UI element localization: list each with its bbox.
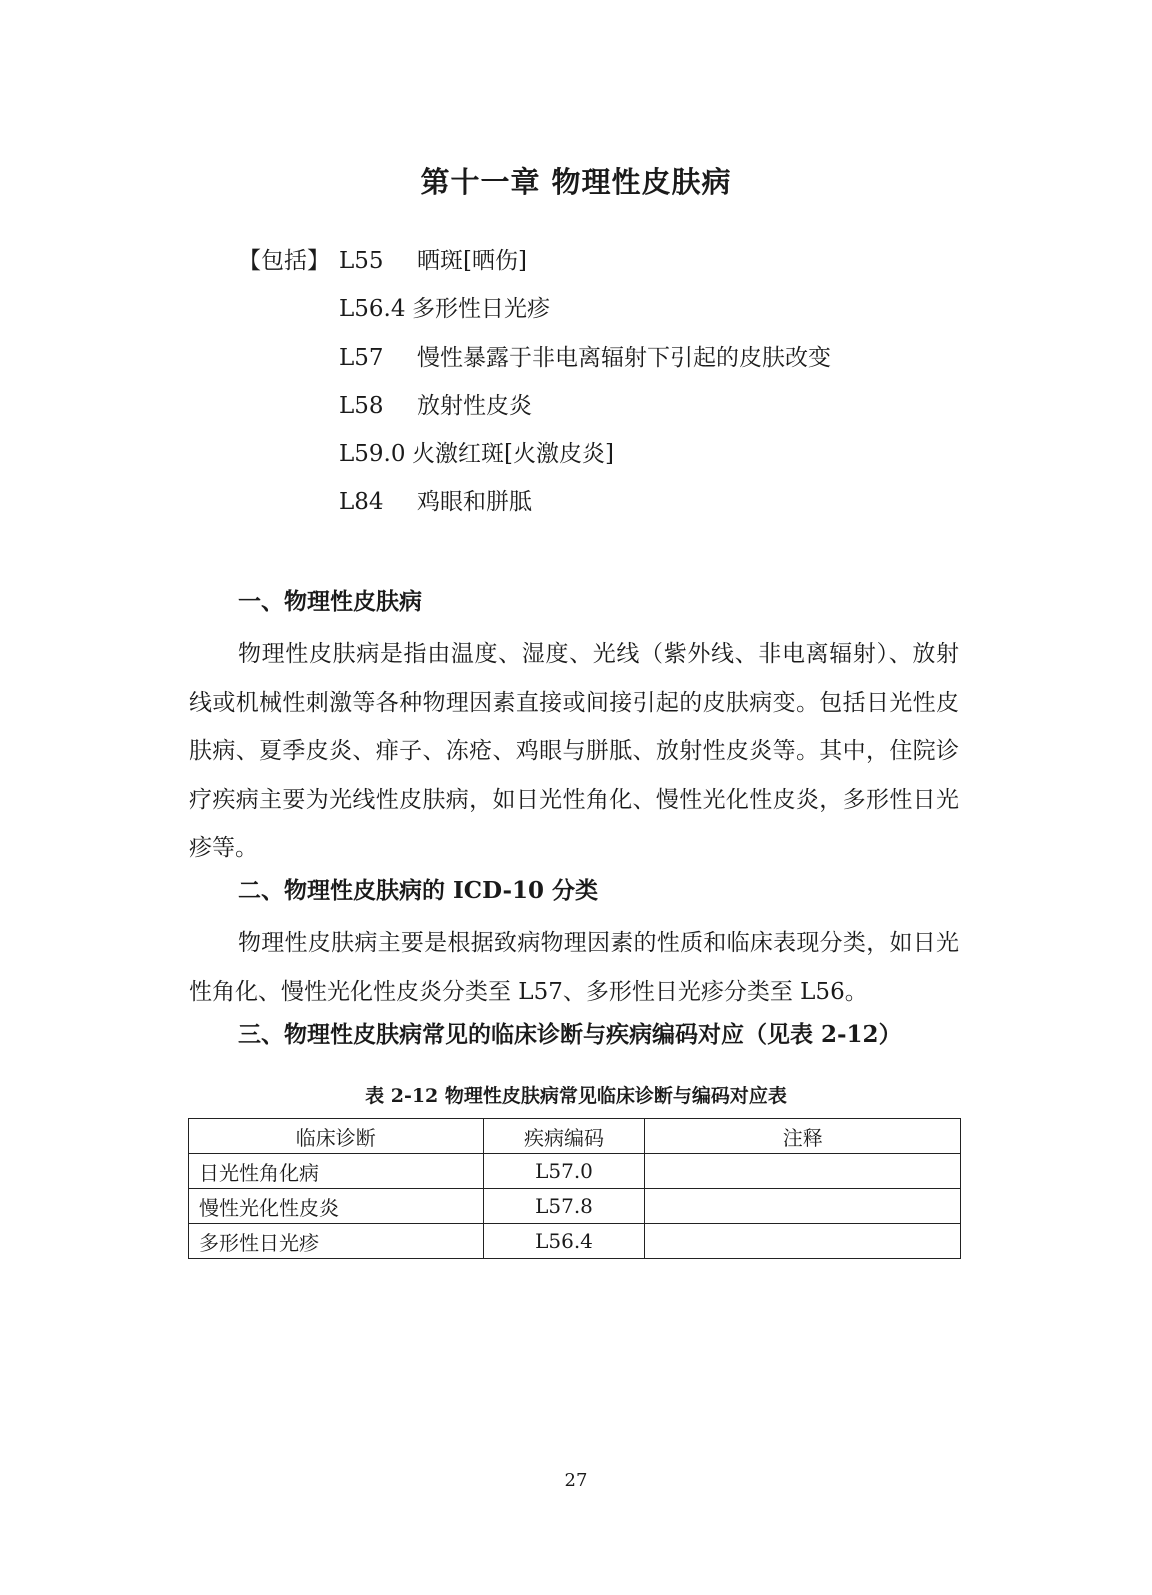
column-header-diagnosis: 临床诊断: [189, 1119, 484, 1154]
icd-code: L56.4: [339, 296, 406, 322]
icd-code: L55: [339, 248, 384, 274]
table-header-row: [189, 1119, 961, 1154]
diagnosis-cell: 多形性日光疹: [189, 1224, 484, 1259]
note-cell: [645, 1224, 961, 1259]
icd-code: L57: [339, 345, 384, 371]
section-paragraph: 物理性皮肤病是指由温度、湿度、光线（紫外线、非电离辐射）、放射线或机械性刺激等各种物理因素直接或间接引起的皮肤病变。包括日光性皮肤病、夏季皮炎、痱子、冻疮、鸡眼与胼胝、放射性皮炎等。其中，住院诊疗疾病主要为光线性皮肤病，如日光性角化、慢性光化性皮炎，多形性日光疹等。: [189, 641, 959, 861]
diagnosis-code-table: [188, 1118, 961, 1259]
section-heading: 三、物理性皮肤病常见的临床诊断与疾病编码对应（见表 2-12）: [238, 1021, 902, 1048]
icd-code: L84: [339, 489, 384, 515]
disease-name: 鸡眼和胼胝: [417, 489, 532, 515]
page-number: 27: [564, 1470, 588, 1491]
code-cell: L57.8: [483, 1189, 645, 1224]
diagnosis-cell: 慢性光化性皮炎: [189, 1189, 484, 1224]
disease-name: 火激红斑[火激皮炎]: [412, 441, 614, 467]
note-cell: [645, 1154, 961, 1189]
table-row: [189, 1189, 961, 1224]
chapter-title: 第十一章 物理性皮肤病: [420, 165, 732, 199]
code-cell: L56.4: [483, 1224, 645, 1259]
section-paragraph: 物理性皮肤病主要是根据致病物理因素的性质和临床表现分类，如日光性角化、慢性光化性皮炎分类至 L57、多形性日光疹分类至 L56。: [189, 930, 959, 1005]
disease-name: 多形性日光疹: [412, 296, 550, 322]
includes-prefix: 【包括】: [238, 248, 330, 274]
icd-code: L59.0: [339, 441, 406, 467]
disease-name: 晒斑[晒伤]: [417, 248, 527, 274]
table-row: [189, 1154, 961, 1189]
table-row: [189, 1224, 961, 1259]
section-heading: 一、物理性皮肤病: [238, 588, 422, 615]
section-heading: 二、物理性皮肤病的 ICD-10 分类: [238, 877, 599, 904]
table-caption: 表 2-12 物理性皮肤病常见临床诊断与编码对应表: [365, 1085, 787, 1107]
code-cell: L57.0: [483, 1154, 645, 1189]
column-header-code: 疾病编码: [483, 1119, 645, 1154]
diagnosis-cell: 日光性角化病: [189, 1154, 484, 1189]
note-cell: [645, 1189, 961, 1224]
icd-code: L58: [339, 393, 384, 419]
column-header-note: 注释: [645, 1119, 961, 1154]
disease-name: 放射性皮炎: [417, 393, 532, 419]
disease-name: 慢性暴露于非电离辐射下引起的皮肤改变: [417, 345, 831, 371]
